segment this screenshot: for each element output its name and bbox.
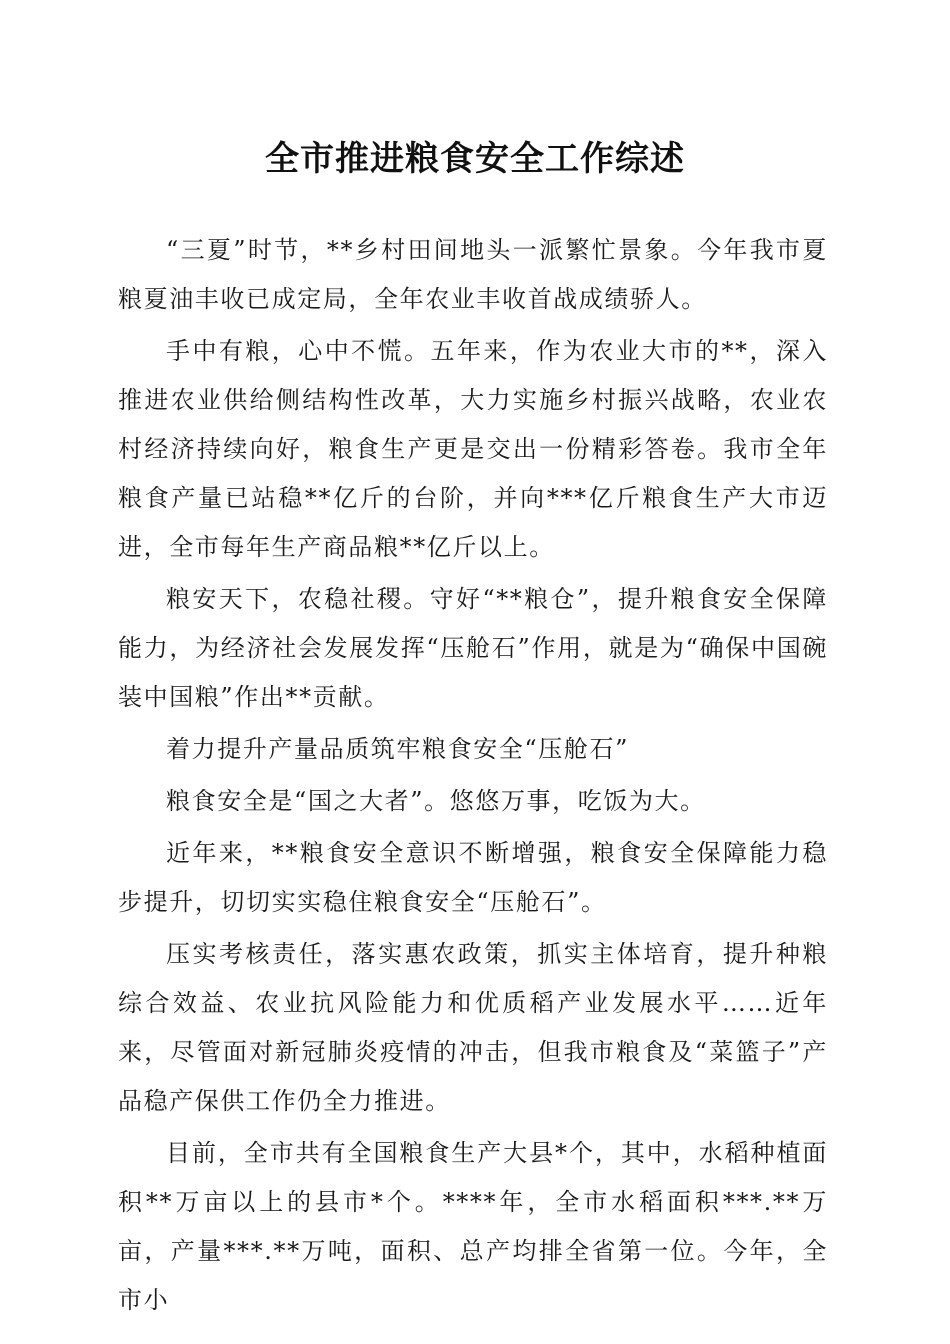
section-heading: 着力提升产量品质筑牢粮食安全“压舱石” <box>166 735 629 763</box>
paragraph: 压实考核责任，落实惠农政策，抓实主体培育，提升种粮综合效益、农业抗风险能力和优质稻产业发展水平……近年来，尽管面对新冠肺炎疫情的冲击，但我市粮食及“菜篮子”产品稳产保供工作仍全力推进。 <box>118 940 828 1115</box>
paragraph: “三夏”时节，**乡村田间地头一派繁忙景象。今年我市夏粮夏油丰收已成定局，全年农业丰收首战成绩骄人。 <box>118 236 828 313</box>
paragraph: 近年来，**粮食安全意识不断增强，粮食安全保障能力稳步提升，切切实实稳住粮食安全“压舱石”。 <box>118 839 828 916</box>
paragraph: 目前，全市共有全国粮食生产大县*个，其中，水稻种植面积**万亩以上的县市*个。****年，全市水稻面积***.**万亩，产量***.**万吨，面积、总产均排全省第一位。今年，全市小 <box>118 1139 828 1314</box>
paragraph: 粮食安全是“国之大者”。悠悠万事，吃饭为大。 <box>166 787 706 815</box>
document-body <box>118 226 828 1328</box>
paragraph: 粮安天下，农稳社稷。守好“**粮仓”，提升粮食安全保障能力，为经济社会发展发挥“压舱石”作用，就是为“确保中国碗装中国粮”作出**贡献。 <box>118 585 828 711</box>
paragraph: 手中有粮，心中不慌。五年来，作为农业大市的**，深入推进农业供给侧结构性改革，大力实施乡村振兴战略，农业农村经济持续向好，粮食生产更是交出一份精彩答卷。我市全年粮食产量已站稳**亿斤的台阶，并向***亿斤粮食生产大市迈进，全市每年生产商品粮**亿斤以上。 <box>118 337 828 561</box>
document-title: 全市推进粮食安全工作综述 <box>265 139 685 179</box>
